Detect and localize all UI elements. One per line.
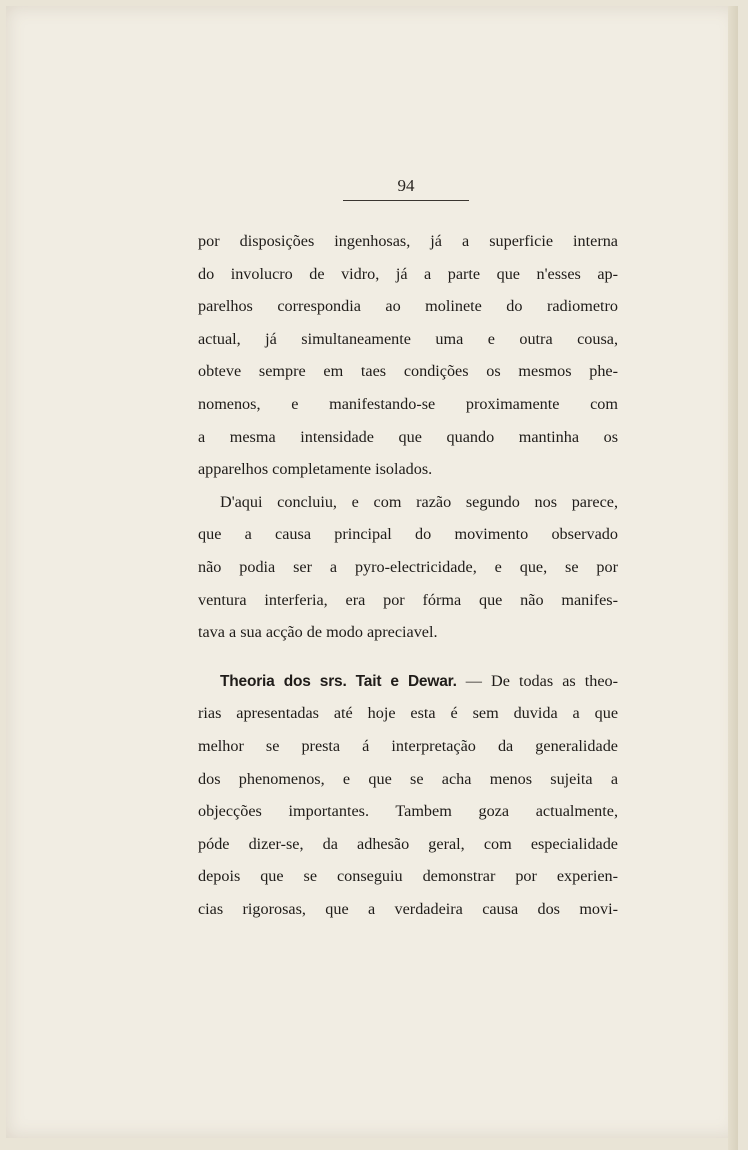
paragraph-3 xyxy=(198,665,618,926)
text-line: melhor se presta á interpretação da generalidade xyxy=(198,736,618,755)
body-text xyxy=(198,225,618,925)
text-line: nomenos, e manifestando-se proximamente com xyxy=(198,394,618,413)
text-line: rias apresentadas até hoje esta é sem duvida a que xyxy=(198,704,618,723)
text-line: não podia ser a pyro-electricidade, e que, se por xyxy=(198,557,618,576)
text-line: objecções importantes. Tambem goza actualmente, xyxy=(198,802,618,821)
paragraph-gap xyxy=(198,649,618,665)
text-line: depois que se conseguiu demonstrar por experien- xyxy=(198,867,618,886)
book-page xyxy=(6,6,738,1138)
text-line: que a causa principal do movimento observado xyxy=(198,525,618,544)
text-line: obteve sempre em taes condições os mesmos phe- xyxy=(198,362,618,381)
text-line: parelhos correspondia ao molinete do radiometro xyxy=(198,297,618,316)
text-line: apparelhos completamente isolados. xyxy=(198,460,433,479)
text-line: ventura interferia, era por fórma que não manifes- xyxy=(198,590,618,609)
text-line: dos phenomenos, e que se acha menos sujeita a xyxy=(198,769,618,788)
page-number: 94 xyxy=(397,176,415,195)
section-heading: Theoria dos srs. Tait e Dewar. xyxy=(220,672,457,690)
text-line: D'aqui concluiu, e com razão segundo nos parece, xyxy=(220,492,618,511)
text-line: póde dizer-se, da adhesão geral, com especialidade xyxy=(198,834,618,853)
text-line: por disposições ingenhosas, já a superficie interna xyxy=(198,232,618,250)
text-line: a mesma intensidade que quando mantinha os xyxy=(198,427,618,446)
text-line: do involucro de vidro, já a parte que n'esses ap- xyxy=(198,264,618,283)
heading-continuation: — De todas as theo- xyxy=(465,671,618,690)
paragraph-1 xyxy=(198,225,618,486)
text-line: tava a sua acção de modo apreciavel. xyxy=(198,623,438,642)
paragraph-2 xyxy=(198,486,618,649)
text-line: cias rigorosas, que a verdadeira causa dos movi- xyxy=(198,899,618,918)
text-line: actual, já simultaneamente uma e outra cousa, xyxy=(198,329,618,348)
text-line xyxy=(198,665,618,698)
header-rule xyxy=(343,200,469,201)
page-edge xyxy=(728,6,738,1150)
